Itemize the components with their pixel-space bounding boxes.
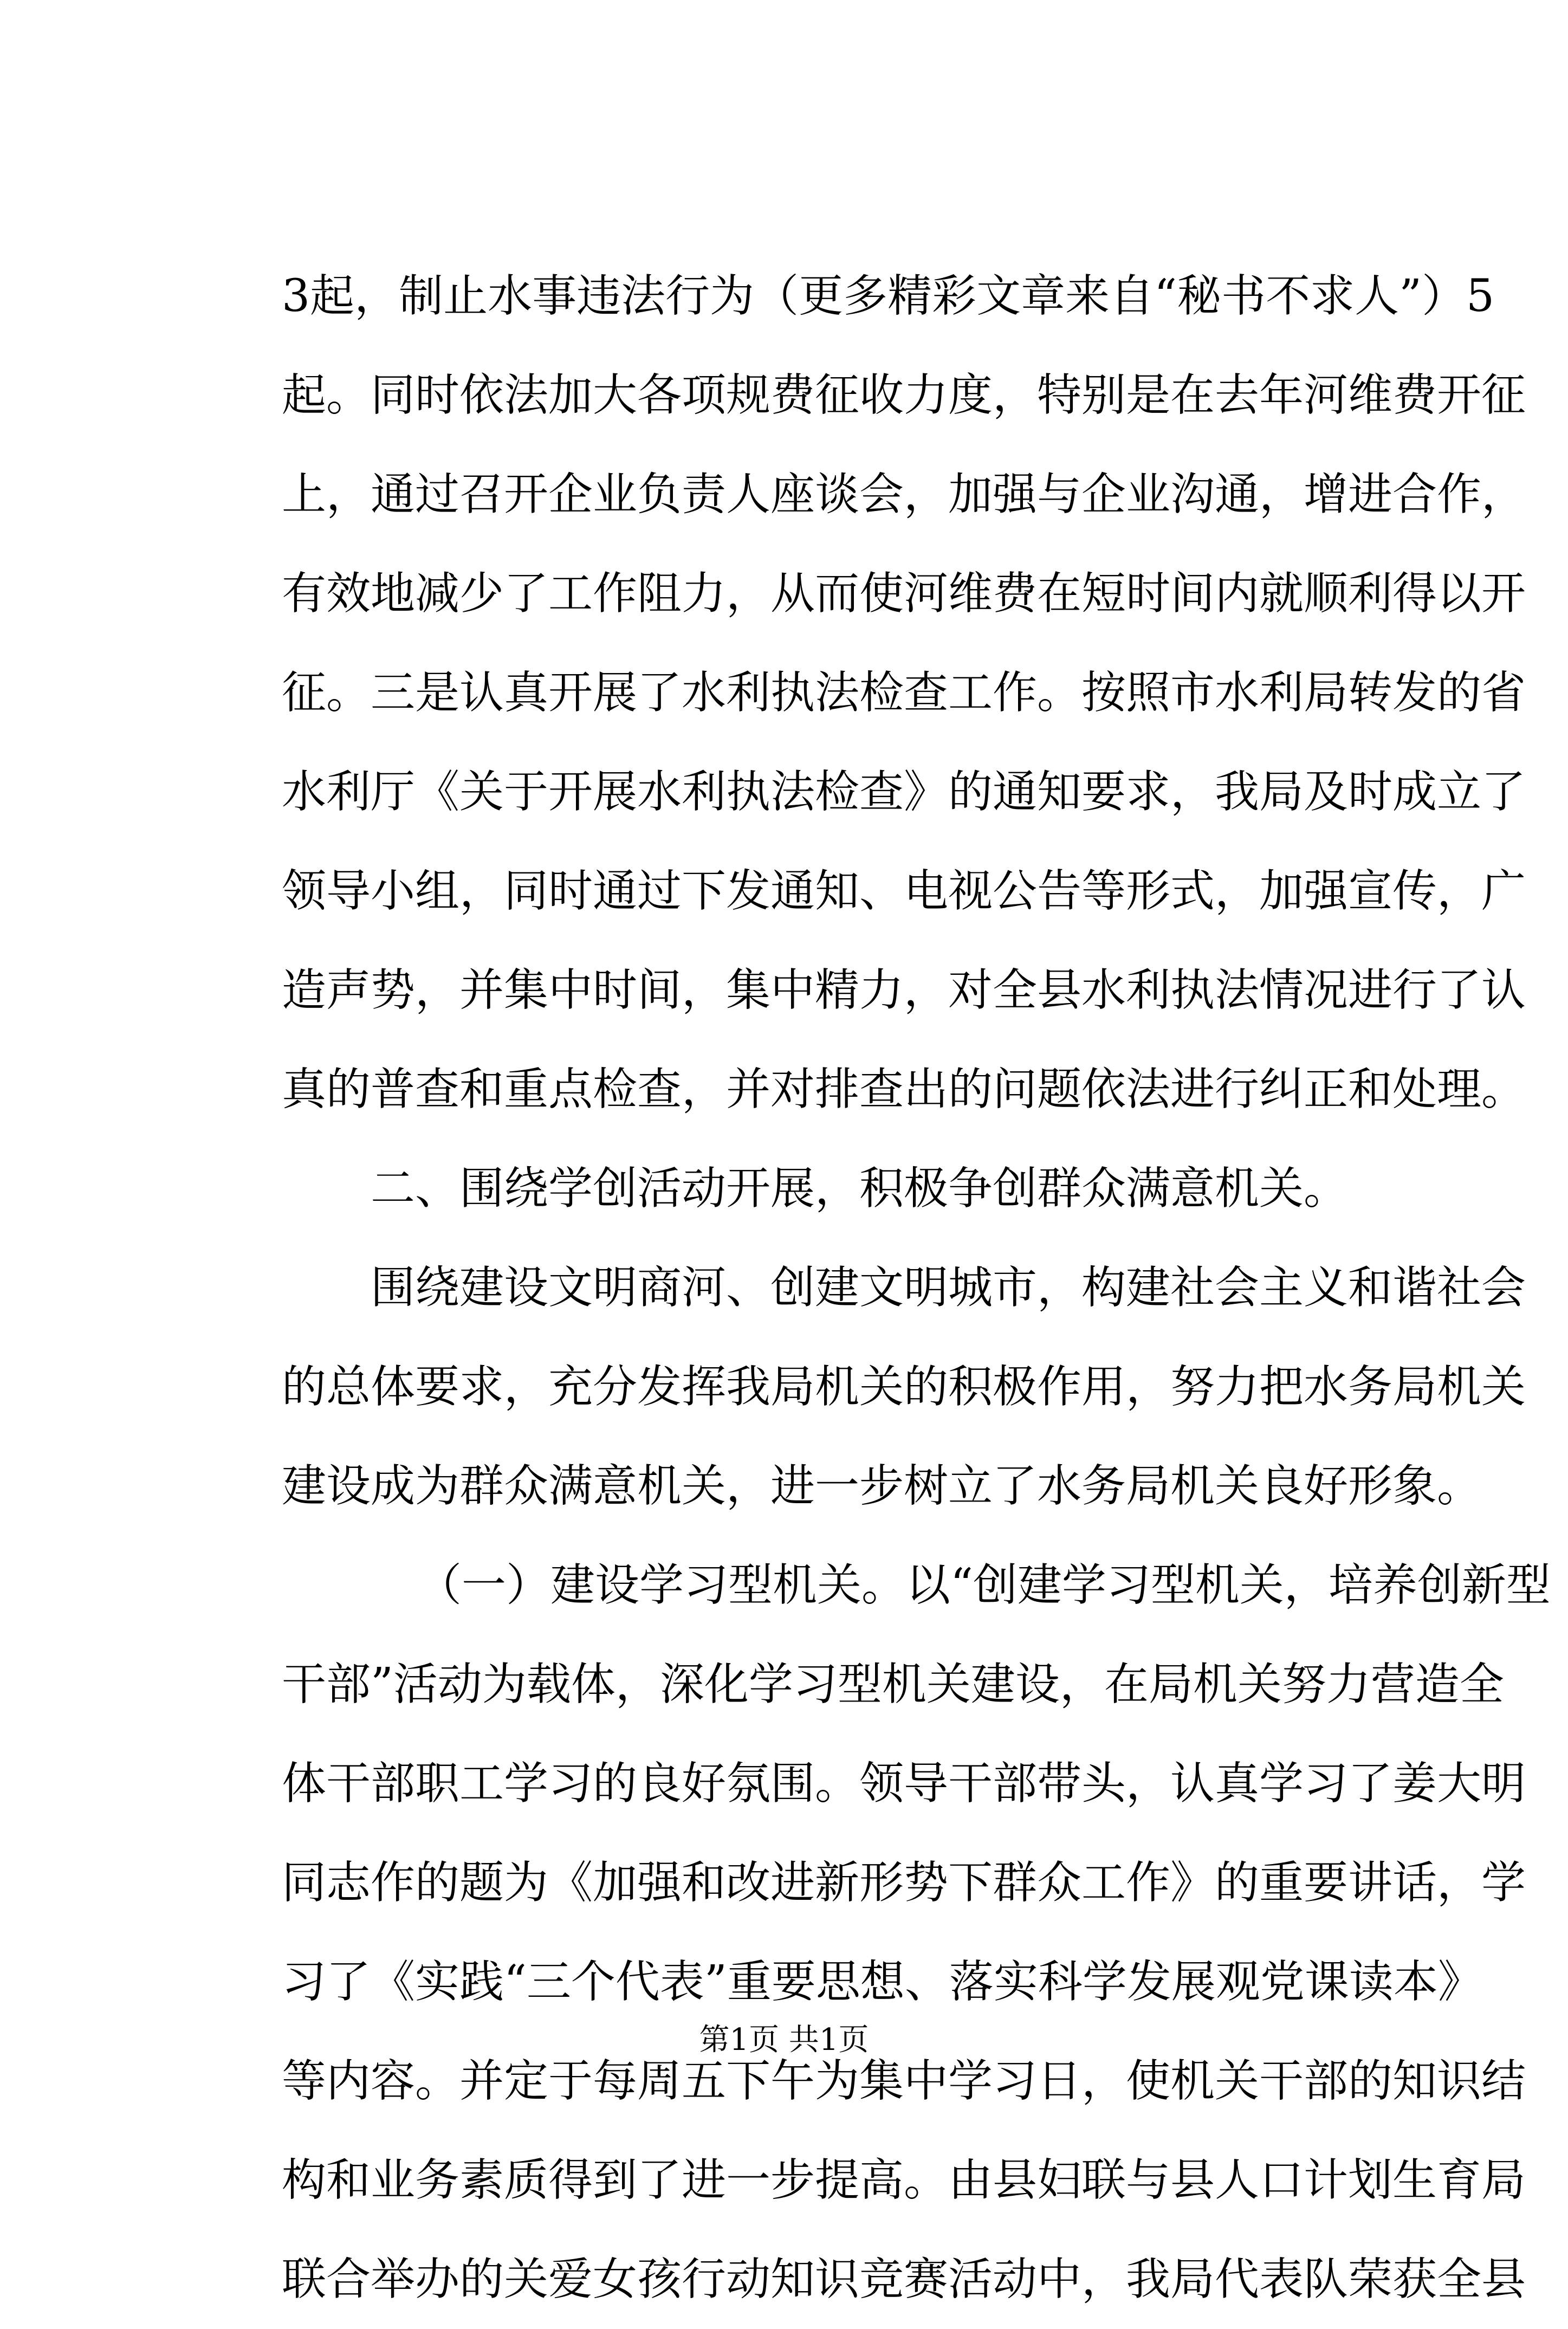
text-line: 上，通过召开企业负责人座谈会，加强与企业沟通，增进合作，	[282, 469, 1526, 520]
text-line: 造声势，并集中时间，集中精力，对全县水利执法情况进行了认	[282, 965, 1526, 1016]
text-line: 征。三是认真开展了水利执法检查工作。按照市水利局转发的省	[282, 667, 1526, 719]
section-heading: 二、围绕学创活动开展，积极争创群众满意机关。	[371, 1163, 1349, 1214]
text-line: 建设成为群众满意机关，进一步树立了水务局机关良好形象。	[282, 1460, 1482, 1512]
text-line: 体干部职工学习的良好氛围。领导干部带头，认真学习了姜大明	[282, 1758, 1526, 1809]
page-footer: 第1页 共1页	[699, 2022, 869, 2058]
text-line: 有效地减少了工作阻力，从而使河维费在短时间内就顺利得以开	[282, 568, 1526, 619]
text-line: 围绕建设文明商河、创建文明城市，构建社会主义和谐社会	[371, 1262, 1526, 1314]
text-line: 干部”活动为载体，深化学习型机关建设，在局机关努力营造全	[282, 1659, 1504, 1710]
subsection-line: （一）建设学习型机关。以“创建学习型机关，培养创新型	[417, 1560, 1551, 1611]
text-line: 领导小组，同时通过下发通知、电视公告等形式，加强宣传，广	[282, 865, 1526, 917]
text-line: 的总体要求，充分发挥我局机关的积极作用，努力把水务局机关	[282, 1361, 1526, 1413]
text-line: 起。同时依法加大各项规费征收力度，特别是在去年河维费开征	[282, 370, 1526, 421]
document-body	[282, 247, 1551, 2329]
text-line: 真的普查和重点检查，并对排查出的问题依法进行纠正和处理。	[282, 1064, 1526, 1115]
text-line: 联合举办的关爱女孩行动知识竞赛活动中，我局代表队荣获全县	[282, 2254, 1526, 2305]
text-line: 等内容。并定于每周五下午为集中学习日，使机关干部的知识结	[282, 2055, 1526, 2107]
text-line: 构和业务素质得到了进一步提高。由县妇联与县人口计划生育局	[282, 2155, 1526, 2206]
text-line: 习了《实践“三个代表”重要思想、落实科学发展观党课读本》	[282, 1956, 1482, 2008]
text-line: 水利厅《关于开展水利执法检查》的通知要求，我局及时成立了	[282, 766, 1526, 818]
text-line: 同志作的题为《加强和改进新形势下群众工作》的重要讲话，学	[282, 1857, 1526, 1909]
text-line: 3起，制止水事违法行为（更多精彩文章来自“秘书不求人”）5	[282, 270, 1495, 322]
